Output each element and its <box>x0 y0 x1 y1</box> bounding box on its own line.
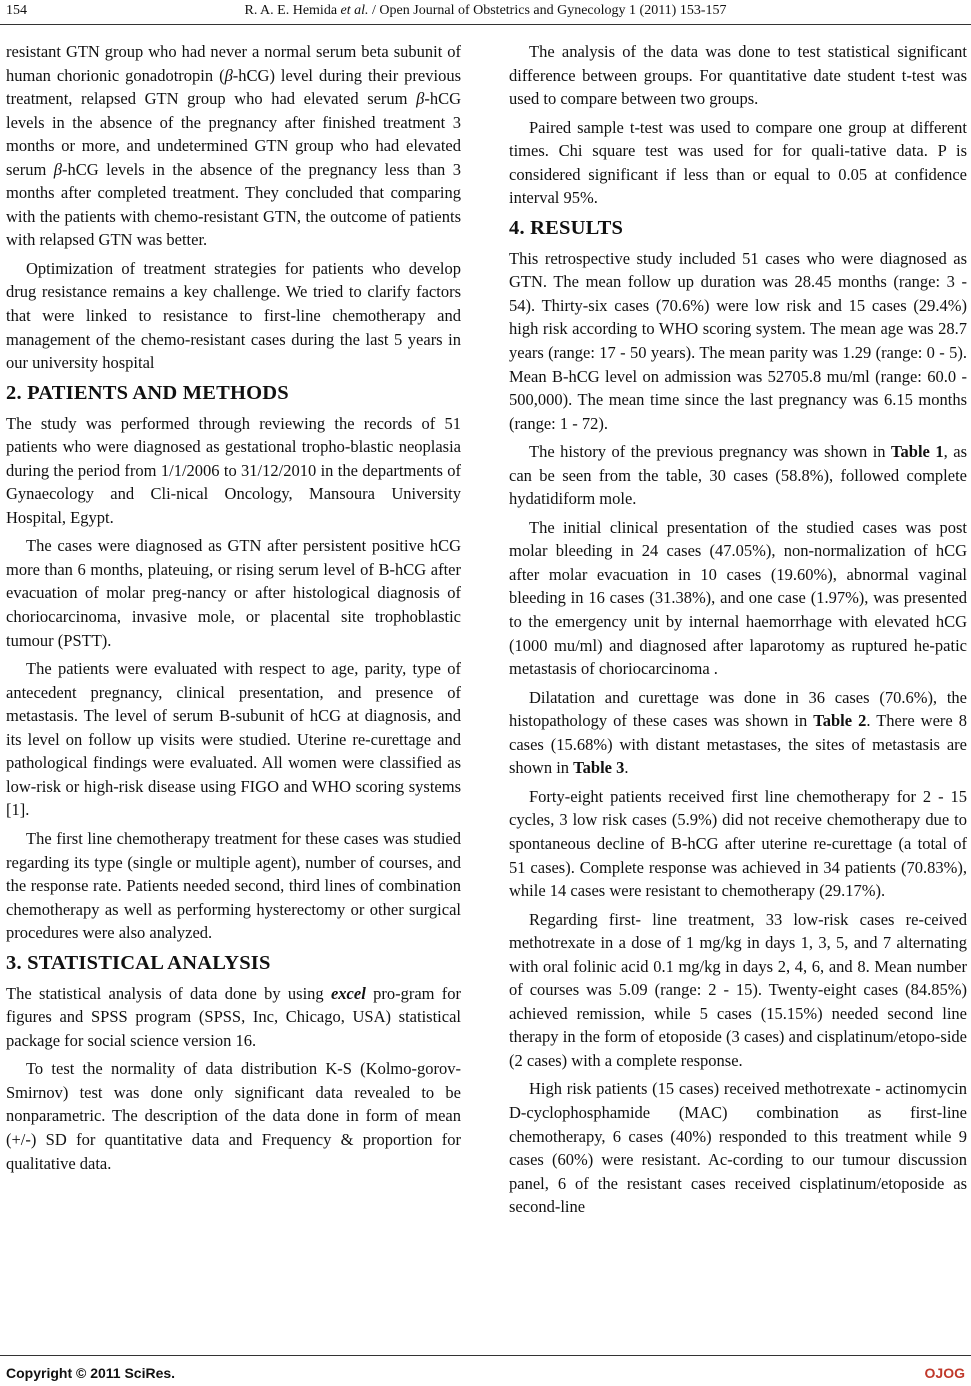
footer-rule <box>0 1355 971 1356</box>
paragraph: High risk patients (15 cases) received methotrexate - actinomycin D-cyclophosphamide (MAC) combination as first-line chemotherapy, 6 cases (40%) responded to this treatment while 9 cases (60%) were resistant. Ac-cording to our tumour discussion panel, 6 of the resistant cases received cisplatinum/etoposide as second-line <box>509 1079 967 1217</box>
paragraph: The history of the previous pregnancy was shown in Table 1, as can be seen from the table, 30 cases (58.8%), followed complete hydatidiform mole. <box>509 442 967 509</box>
running-head-etal: et al. <box>340 3 369 18</box>
paragraph: The analysis of the data was done to test statistical significant difference between groups. For quantitative date student t-test was used to compare between two groups. <box>509 42 967 109</box>
paragraph: Paired sample t-test was used to compare one group at different times. Chi square test was used for for quali-tative data. P is considered significant if less than or equal to 0.05 at confidence interval 95%. <box>509 117 967 208</box>
running-head <box>0 3 971 19</box>
paragraph: This retrospective study included 51 cases who were diagnosed as GTN. The mean follow up duration was 28.45 months (range: 3 - 54). Thirty-six cases (70.6%) were low risk and 15 cases (29.4%) high risk according to WHO scoring system. The mean age was 28.7 years (range: 17 - 50 years). The mean parity was 1.29 (range: 0 - 5). Mean B-hCG level on admission was 52705.8 mu/ml (range: 60.0 - 500,000). The mean time since the last pregnancy was 6.15 months (range: 1 - 72). <box>509 248 967 433</box>
paragraph: Optimization of treatment strategies for patients who develop drug resistance remains a key challenge. We tried to clarify factors that were linked to resistance to first-line chemotherapy and management of the chemo-resistant cases during the last 5 years in our university hospital <box>6 258 461 373</box>
table-3-ref[interactable]: Table 3 <box>573 758 625 778</box>
paragraph: The initial clinical presentation of the studied cases was post molar bleeding in 24 cases (47.05%), non-normalization of hCG after molar evacuation in 10 cases (19.60%), abnormal vaginal bleeding in 16 cases (31.38%), and one case (1.97%), was presented to the emergency unit by internal haemorrhage with elevated hCG (1000 mu/ml) and diagnosed after laparotomy as ruptured he-patic metastasis of choriocarcinoma . <box>509 517 967 679</box>
paragraph: Forty-eight patients received first line chemotherapy for 2 - 15 cycles, 3 low risk cases (5.9%) did not receive chemotherapy due to spontaneous decline of B-hCG after uterine re-curettage (a total of 51 cases). Complete response was achieved in 34 patients (70.83%), while 14 cases were resistant to chemotherapy (29.17%). <box>509 786 967 901</box>
page-number: 154 <box>6 3 27 18</box>
paragraph: The study was performed through reviewing the records of 51 patients who were diagnosed as gestational tropho-blastic neoplasia during the period from 1/1/2006 to 31/12/2010 in the departments of Gynaecology and Cli-nical Oncology, Mansoura University Hospital, Egypt. <box>6 413 461 527</box>
left-column <box>6 40 461 1180</box>
section-heading-results: 4. RESULTS <box>509 216 624 239</box>
paragraph: The cases were diagnosed as GTN after persistent positive hCG more than 6 months, plateuing, or rising serum level of B-hCG after evacuation of molar preg-nancy or after histological diagnosis of choriocarcinoma, invasive mole, or placental site trophoblastic tumour (PSTT). <box>6 536 461 650</box>
paragraph: resistant GTN group who had never a normal serum beta subunit of human chorionic gonadotropin (β-hCG) level during their previous treatment, relapsed GTN group who had elevated serum β-hCG levels in the absence of the pregnancy after finished treatment 3 months or more, and undetermined GTN group who had elevated serum β-hCG levels in the absence of the pregnancy less than 3 months after completed treatment. They concluded that comparing with the patients with chemo-resistant GTN, the outcome of patients with relapsed GTN was better. <box>6 42 462 250</box>
paragraph: Regarding first- line treatment, 33 low-risk cases re-ceived methotrexate in a dose of 1 mg/kg in days 1, 3, 5, and 7 alternating with oral folinic acid 0.1 mg/kg in days 2, 4, 6, and 8. Mean number of courses was 5.09 (range: 2 - 15). Twenty-eight cases (84.85%) achieved remission, while 5 cases (15.15%) needed second line therapy in the form of etoposide (3 cases) and cisplatinum/etopo-side (2 cases) with a complete response. <box>509 909 967 1070</box>
paragraph: The patients were evaluated with respect to age, parity, type of antecedent pregnancy, clinical presentation, and presence of metastasis. The level of serum B-subunit of hCG at diagnosis, and its level on follow up visits were studied. Uterine re-curettage and pathological findings were evaluated. All women were classified as low-risk or high-risk disease using FIGO and WHO scoring systems [1]. <box>6 659 461 820</box>
paragraph: The statistical analysis of data done by using excel pro-gram for figures and SPSS program (SPSS, Inc, Chicago, USA) statistical package for social science version 16. <box>6 983 461 1050</box>
journal-abbrev[interactable]: OJOG <box>924 1365 965 1381</box>
copyright: Copyright © 2011 SciRes. <box>6 1365 176 1381</box>
paragraph: Dilatation and curettage was done in 36 cases (70.6%), the histopathology of these cases was shown in Table 2. There were 8 cases (15.68%) with distant metastases, the sites of metastasis are shown in Table 3. <box>509 687 967 778</box>
table-1-ref[interactable]: Table 1 <box>891 442 944 462</box>
table-2-ref[interactable]: Table 2 <box>813 711 867 731</box>
header-rule <box>0 24 971 25</box>
excel-emphasis: excel <box>330 983 366 1003</box>
running-head-authors: R. A. E. Hemida <box>244 3 341 18</box>
section-heading-statistical-analysis: 3. STATISTICAL ANALYSIS <box>6 951 271 974</box>
section-heading-patients-methods: 2. PATIENTS AND METHODS <box>6 381 289 404</box>
running-head-journal: / Open Journal of Obstetrics and Gynecology 1 (2011) 153-157 <box>368 3 727 18</box>
paragraph: To test the normality of data distribution K-S (Kolmo-gorov-Smirnov) test was done only significant data revealed to be nonparametric. The description of the data done in form of mean (+/-) SD for quantitative data and Frequency & proportion for qualitative data. <box>6 1059 461 1173</box>
right-column <box>509 40 967 1224</box>
paragraph: The first line chemotherapy treatment for these cases was studied regarding its type (single or multiple agent), number of courses, and the response rate. Patients needed second, third lines of combination chemotherapy as well as performing hysterectomy or other surgical procedures were also analyzed. <box>6 828 461 943</box>
page-header <box>0 0 971 30</box>
